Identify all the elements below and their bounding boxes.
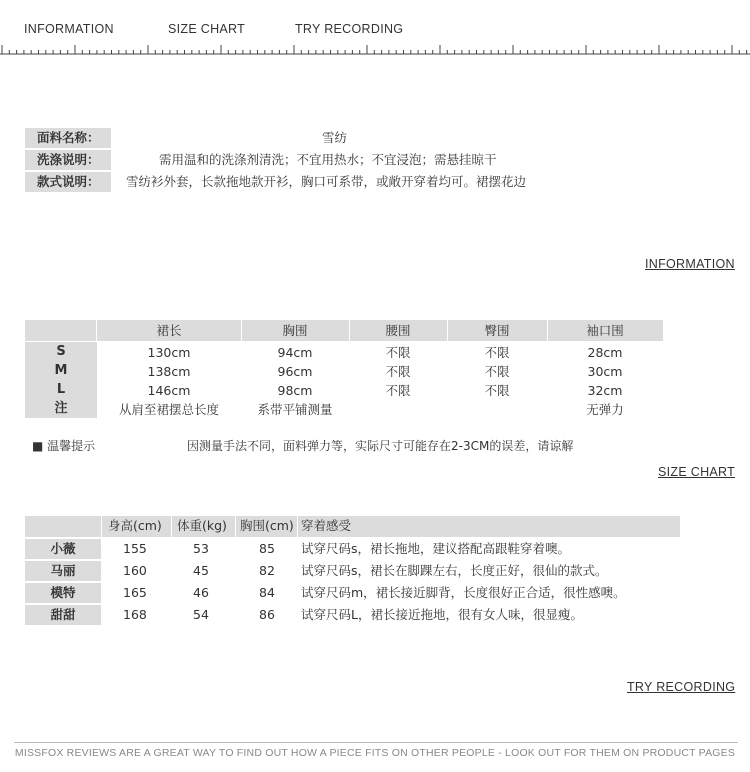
try-feel: 试穿尺码L，裙长接近拖地，很有女人味，很显瘦。 xyxy=(301,607,583,622)
size-cell: 30cm xyxy=(587,364,623,379)
try-bust: 86 xyxy=(259,607,275,622)
try-feel: 试穿尺码m，裙长接近脚背，长度很好正合适，很性感噢。 xyxy=(301,585,626,600)
try-name: 甜甜 xyxy=(25,605,101,625)
fabric-row xyxy=(25,127,725,149)
information-link[interactable]: INFORMATION xyxy=(645,257,735,271)
size-label-s: S xyxy=(25,342,97,361)
nav-size-chart[interactable]: SIZE CHART xyxy=(168,22,246,36)
size-label-note: 注 xyxy=(25,399,97,418)
size-label-l: L xyxy=(25,380,97,399)
size-cell: 不限 xyxy=(484,345,510,360)
ruler-divider xyxy=(0,40,750,56)
try-height: 165 xyxy=(123,585,147,600)
size-cell: 无弹力 xyxy=(586,402,624,417)
size-header: 袖口围 xyxy=(586,323,624,338)
size-header: 胸围 xyxy=(282,323,308,338)
try-recording-link[interactable]: TRY RECORDING xyxy=(627,680,736,694)
size-cell: 不限 xyxy=(484,383,510,398)
try-header: 穿着感受 xyxy=(301,518,352,533)
try-name: 马丽 xyxy=(25,561,101,581)
fabric-label: 面料名称： xyxy=(25,128,111,148)
size-cell: 130cm xyxy=(147,345,191,360)
size-cell: 146cm xyxy=(147,383,191,398)
size-cell: 32cm xyxy=(587,383,623,398)
size-cell: 系带平铺测量 xyxy=(257,402,333,417)
size-cell: 不限 xyxy=(385,383,411,398)
try-height: 160 xyxy=(123,563,147,578)
size-cell: 98cm xyxy=(277,383,313,398)
size-cell: 从肩至裙摆总长度 xyxy=(118,402,219,417)
fabric-value: 雪纺 xyxy=(322,130,348,145)
fabric-label: 款式说明： xyxy=(25,172,111,192)
try-weight: 46 xyxy=(193,585,209,600)
size-cell: 138cm xyxy=(147,364,191,379)
tip-text: 因测量手法不同，面料弹力等，实际尺寸可能存在2-3CM的误差，请谅解 xyxy=(187,439,574,453)
size-cell: 不限 xyxy=(484,364,510,379)
try-feel: 试穿尺码s，裙长拖地，建议搭配高跟鞋穿着噢。 xyxy=(301,541,571,556)
nav-try-recording[interactable]: TRY RECORDING xyxy=(295,22,404,36)
try-weight: 54 xyxy=(193,607,209,622)
try-bust: 84 xyxy=(259,585,275,600)
size-chart-link[interactable]: SIZE CHART xyxy=(658,465,736,479)
fabric-label: 洗涤说明： xyxy=(25,150,111,170)
nav-information[interactable]: INFORMATION xyxy=(24,22,114,36)
try-name: 模特 xyxy=(25,583,101,603)
size-cell: 94cm xyxy=(277,345,313,360)
try-bust: 85 xyxy=(259,541,275,556)
fabric-row xyxy=(25,171,725,193)
size-cell: 28cm xyxy=(587,345,623,360)
size-cell: 96cm xyxy=(277,364,313,379)
try-header: 身高(cm) xyxy=(108,518,162,533)
try-name: 小薇 xyxy=(25,539,101,559)
try-height: 168 xyxy=(123,607,147,622)
try-weight: 45 xyxy=(193,563,209,578)
footer-text: MISSFOX REVIEWS ARE A GREAT WAY TO FIND OUT HOW A PIECE FITS ON OTHER PEOPLE - LOOK OUT FOR THEM ON PRODUCT PAGES xyxy=(14,747,736,759)
size-header: 腰围 xyxy=(385,323,411,338)
size-label-m: M xyxy=(25,361,97,380)
try-feel: 试穿尺码s，裙长在脚踝左右，长度正好，很仙的款式。 xyxy=(301,563,608,578)
try-header: 胸围(cm) xyxy=(240,518,294,533)
try-weight: 53 xyxy=(193,541,209,556)
size-cell: 不限 xyxy=(385,345,411,360)
try-header: 体重(kg) xyxy=(177,518,227,533)
footer-divider xyxy=(14,742,738,743)
size-header: 臀围 xyxy=(484,323,510,338)
size-cell: 不限 xyxy=(385,364,411,379)
fabric-row xyxy=(25,149,725,171)
tip-label: ■ 温馨提示 xyxy=(32,439,96,453)
fabric-info-table xyxy=(25,127,725,193)
fabric-value: 雪纺衫外套，长款拖地款开衫，胸口可系带，或敞开穿着均可。裙摆花边 xyxy=(126,174,527,189)
fabric-value: 需用温和的洗涤剂清洗；不宜用热水；不宜浸泡；需悬挂晾干 xyxy=(159,152,497,167)
try-height: 155 xyxy=(123,541,147,556)
size-header: 裙长 xyxy=(156,323,182,338)
try-bust: 82 xyxy=(259,563,275,578)
